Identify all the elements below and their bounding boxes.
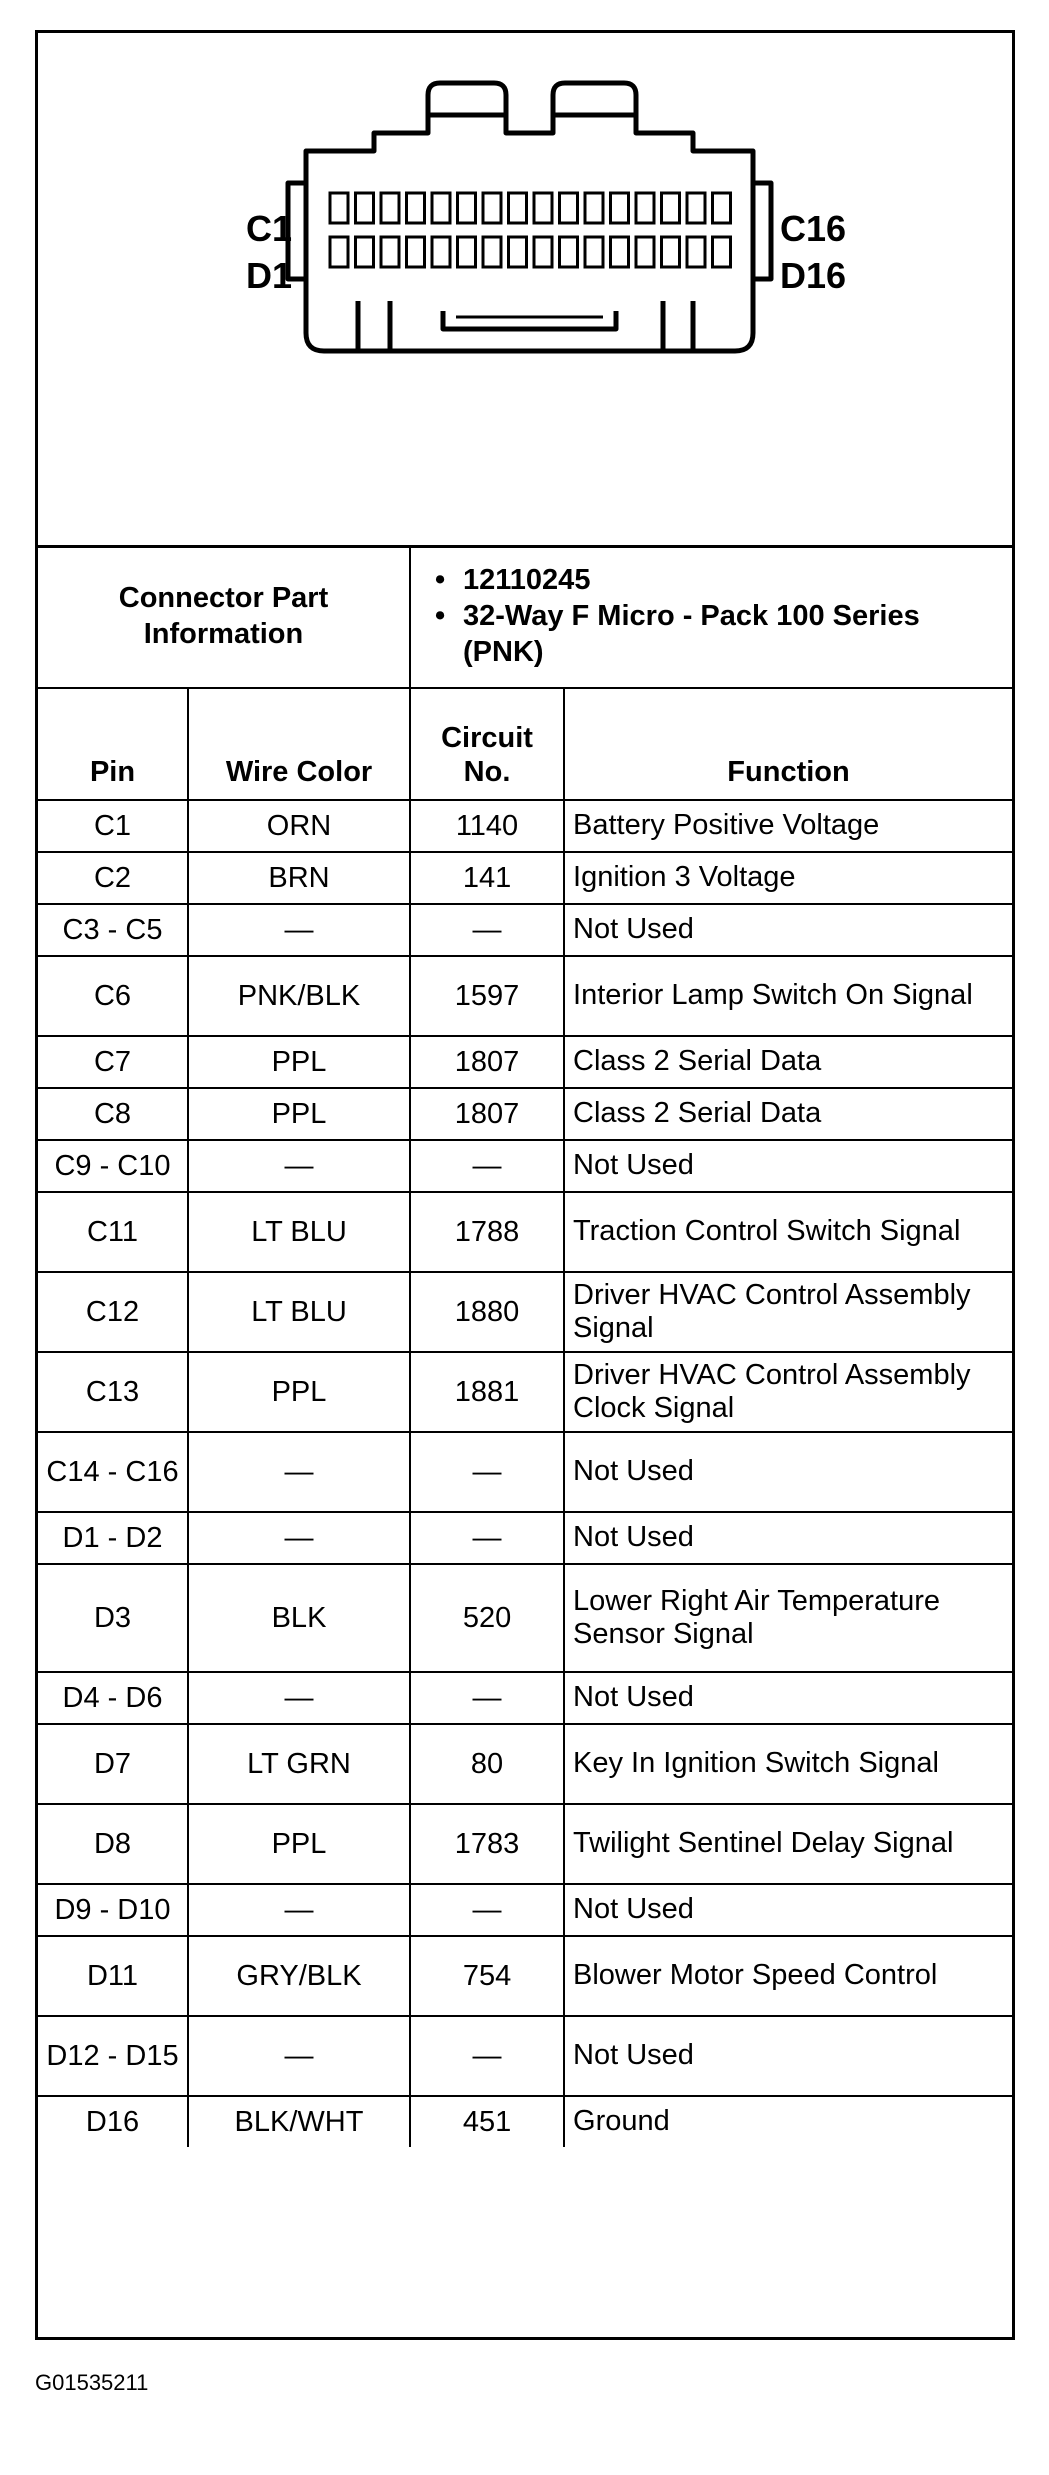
cavity-d4 <box>407 237 425 267</box>
cavity-d9 <box>534 237 552 267</box>
pin-cell: D11 <box>38 1936 188 2016</box>
pin-cell: D9 - D10 <box>38 1884 188 1936</box>
cavity-c9 <box>534 193 552 223</box>
function-cell: Traction Control Switch Signal <box>564 1192 1012 1272</box>
table-row <box>38 1936 1012 2016</box>
wire-color-cell: BLK/WHT <box>188 2096 410 2147</box>
wire-color-cell: ORN <box>188 800 410 852</box>
header-function: Function <box>564 688 1012 800</box>
pin-cell: C11 <box>38 1192 188 1272</box>
pin-cell: C7 <box>38 1036 188 1088</box>
table-row <box>38 1352 1012 1432</box>
pin-cell: D1 - D2 <box>38 1512 188 1564</box>
pin-cell: D4 - D6 <box>38 1672 188 1724</box>
table-row <box>38 1724 1012 1804</box>
table-row <box>38 1088 1012 1140</box>
wire-color-cell: — <box>188 1432 410 1512</box>
wire-color-cell: PNK/BLK <box>188 956 410 1036</box>
cavity-d12 <box>611 237 629 267</box>
table-row <box>38 904 1012 956</box>
label-d1: D1 <box>246 255 293 296</box>
connector-info-row <box>38 545 1012 688</box>
pin-cell: C6 <box>38 956 188 1036</box>
circuit-no-cell: 1881 <box>410 1352 564 1432</box>
circuit-no-cell: — <box>410 2016 564 2096</box>
table-row <box>38 1564 1012 1672</box>
function-cell: Not Used <box>564 1884 1012 1936</box>
circuit-no-cell: 520 <box>410 1564 564 1672</box>
circuit-no-cell: 1597 <box>410 956 564 1036</box>
connector-figure <box>38 33 1012 548</box>
wire-color-cell: BLK <box>188 1564 410 1672</box>
wire-color-cell: — <box>188 1884 410 1936</box>
connector-info-label: Connector Part Information <box>38 545 410 688</box>
pin-cell: C12 <box>38 1272 188 1352</box>
cavity-d10 <box>560 237 578 267</box>
cavity-c15 <box>687 193 705 223</box>
wire-color-cell: PPL <box>188 1352 410 1432</box>
cavity-d13 <box>636 237 654 267</box>
function-cell: Not Used <box>564 2016 1012 2096</box>
connector-sheet <box>35 30 1015 2340</box>
cavity-c12 <box>611 193 629 223</box>
function-cell: Driver HVAC Control Assembly Signal <box>564 1272 1012 1352</box>
pin-cell: D16 <box>38 2096 188 2147</box>
cavity-d11 <box>585 237 603 267</box>
circuit-no-cell: 754 <box>410 1936 564 2016</box>
wire-color-cell: — <box>188 904 410 956</box>
cavity-d15 <box>687 237 705 267</box>
table-row <box>38 1672 1012 1724</box>
wire-color-cell: LT BLU <box>188 1192 410 1272</box>
function-cell: Key In Ignition Switch Signal <box>564 1724 1012 1804</box>
pin-cell: D7 <box>38 1724 188 1804</box>
circuit-no-cell: 1807 <box>410 1088 564 1140</box>
table-row <box>38 2096 1012 2147</box>
function-cell: Twilight Sentinel Delay Signal <box>564 1804 1012 1884</box>
cavity-c6 <box>458 193 476 223</box>
function-cell: Class 2 Serial Data <box>564 1088 1012 1140</box>
cavity-d2 <box>356 237 374 267</box>
connector-part-number: • 12110245 <box>435 562 1004 598</box>
circuit-no-cell: 1783 <box>410 1804 564 1884</box>
cavity-c5 <box>432 193 450 223</box>
cavity-d16 <box>713 237 731 267</box>
circuit-no-cell: — <box>410 904 564 956</box>
label-d16: D16 <box>780 255 847 296</box>
cavity-c11 <box>585 193 603 223</box>
function-cell: Not Used <box>564 1140 1012 1192</box>
wire-color-cell: — <box>188 1512 410 1564</box>
function-cell: Class 2 Serial Data <box>564 1036 1012 1088</box>
table-row <box>38 1512 1012 1564</box>
wire-color-cell: GRY/BLK <box>188 1936 410 2016</box>
header-wire-color: Wire Color <box>188 688 410 800</box>
table-header-row <box>38 688 1012 800</box>
wire-color-cell: — <box>188 1140 410 1192</box>
wire-color-cell: — <box>188 1672 410 1724</box>
circuit-no-cell: — <box>410 1512 564 1564</box>
function-cell: Not Used <box>564 904 1012 956</box>
circuit-no-cell: — <box>410 1432 564 1512</box>
connector-info-list <box>410 545 1012 688</box>
circuit-no-cell: 1788 <box>410 1192 564 1272</box>
function-cell: Blower Motor Speed Control <box>564 1936 1012 2016</box>
table-row <box>38 1140 1012 1192</box>
function-cell: Not Used <box>564 1512 1012 1564</box>
cavity-c2 <box>356 193 374 223</box>
function-cell: Ground <box>564 2096 1012 2147</box>
function-cell: Not Used <box>564 1672 1012 1724</box>
function-cell: Lower Right Air Temperature Sensor Signal <box>564 1564 1012 1672</box>
circuit-no-cell: 451 <box>410 2096 564 2147</box>
wire-color-cell: LT BLU <box>188 1272 410 1352</box>
connector-description: • 32-Way F Micro - Pack 100 Series (PNK) <box>435 598 1004 671</box>
table-row <box>38 2016 1012 2096</box>
table-row <box>38 956 1012 1036</box>
circuit-no-cell: — <box>410 1140 564 1192</box>
function-cell: Not Used <box>564 1432 1012 1512</box>
pin-cell: D8 <box>38 1804 188 1884</box>
pin-cell: C1 <box>38 800 188 852</box>
pin-cell: D12 - D15 <box>38 2016 188 2096</box>
cavity-d3 <box>381 237 399 267</box>
header-pin: Pin <box>38 688 188 800</box>
circuit-no-cell: 80 <box>410 1724 564 1804</box>
pin-cell: C14 - C16 <box>38 1432 188 1512</box>
circuit-no-cell: 1140 <box>410 800 564 852</box>
wire-color-cell: PPL <box>188 1088 410 1140</box>
table-row <box>38 1804 1012 1884</box>
cavity-c14 <box>662 193 680 223</box>
cavity-c1 <box>330 193 348 223</box>
table-row <box>38 800 1012 852</box>
wire-color-cell: PPL <box>188 1804 410 1884</box>
cavity-c3 <box>381 193 399 223</box>
cavity-c8 <box>509 193 527 223</box>
function-cell: Interior Lamp Switch On Signal <box>564 956 1012 1036</box>
cavity-d7 <box>483 237 501 267</box>
table-row <box>38 1036 1012 1088</box>
pin-cell: C3 - C5 <box>38 904 188 956</box>
table-row <box>38 1432 1012 1512</box>
cavity-d8 <box>509 237 527 267</box>
pin-cell: C9 - C10 <box>38 1140 188 1192</box>
wire-color-cell: — <box>188 2016 410 2096</box>
cavity-c4 <box>407 193 425 223</box>
cavity-d6 <box>458 237 476 267</box>
table-row <box>38 1884 1012 1936</box>
pin-cell: D3 <box>38 1564 188 1672</box>
cavity-c7 <box>483 193 501 223</box>
function-cell: Driver HVAC Control Assembly Clock Signal <box>564 1352 1012 1432</box>
label-c16: C16 <box>780 208 847 249</box>
circuit-no-cell: — <box>410 1884 564 1936</box>
wire-color-cell: PPL <box>188 1036 410 1088</box>
cavity-c10 <box>560 193 578 223</box>
cavity-c13 <box>636 193 654 223</box>
cavity-d1 <box>330 237 348 267</box>
pinout-table <box>38 545 1012 2147</box>
circuit-no-cell: — <box>410 1672 564 1724</box>
pin-cell: C13 <box>38 1352 188 1432</box>
table-row <box>38 1272 1012 1352</box>
table-row <box>38 852 1012 904</box>
table-row <box>38 1192 1012 1272</box>
circuit-no-cell: 1880 <box>410 1272 564 1352</box>
cavity-d14 <box>662 237 680 267</box>
header-circuit-no: Circuit No. <box>410 688 564 800</box>
cavity-c16 <box>713 193 731 223</box>
circuit-no-cell: 1807 <box>410 1036 564 1088</box>
wire-color-cell: BRN <box>188 852 410 904</box>
label-c1: C1 <box>246 208 293 249</box>
wire-color-cell: LT GRN <box>188 1724 410 1804</box>
function-cell: Ignition 3 Voltage <box>564 852 1012 904</box>
pin-cell: C8 <box>38 1088 188 1140</box>
figure-code: G01535211 <box>35 2370 149 2395</box>
pin-cell: C2 <box>38 852 188 904</box>
connector-face-drawing <box>38 33 1012 545</box>
function-cell: Battery Positive Voltage <box>564 800 1012 852</box>
circuit-no-cell: 141 <box>410 852 564 904</box>
cavity-d5 <box>432 237 450 267</box>
